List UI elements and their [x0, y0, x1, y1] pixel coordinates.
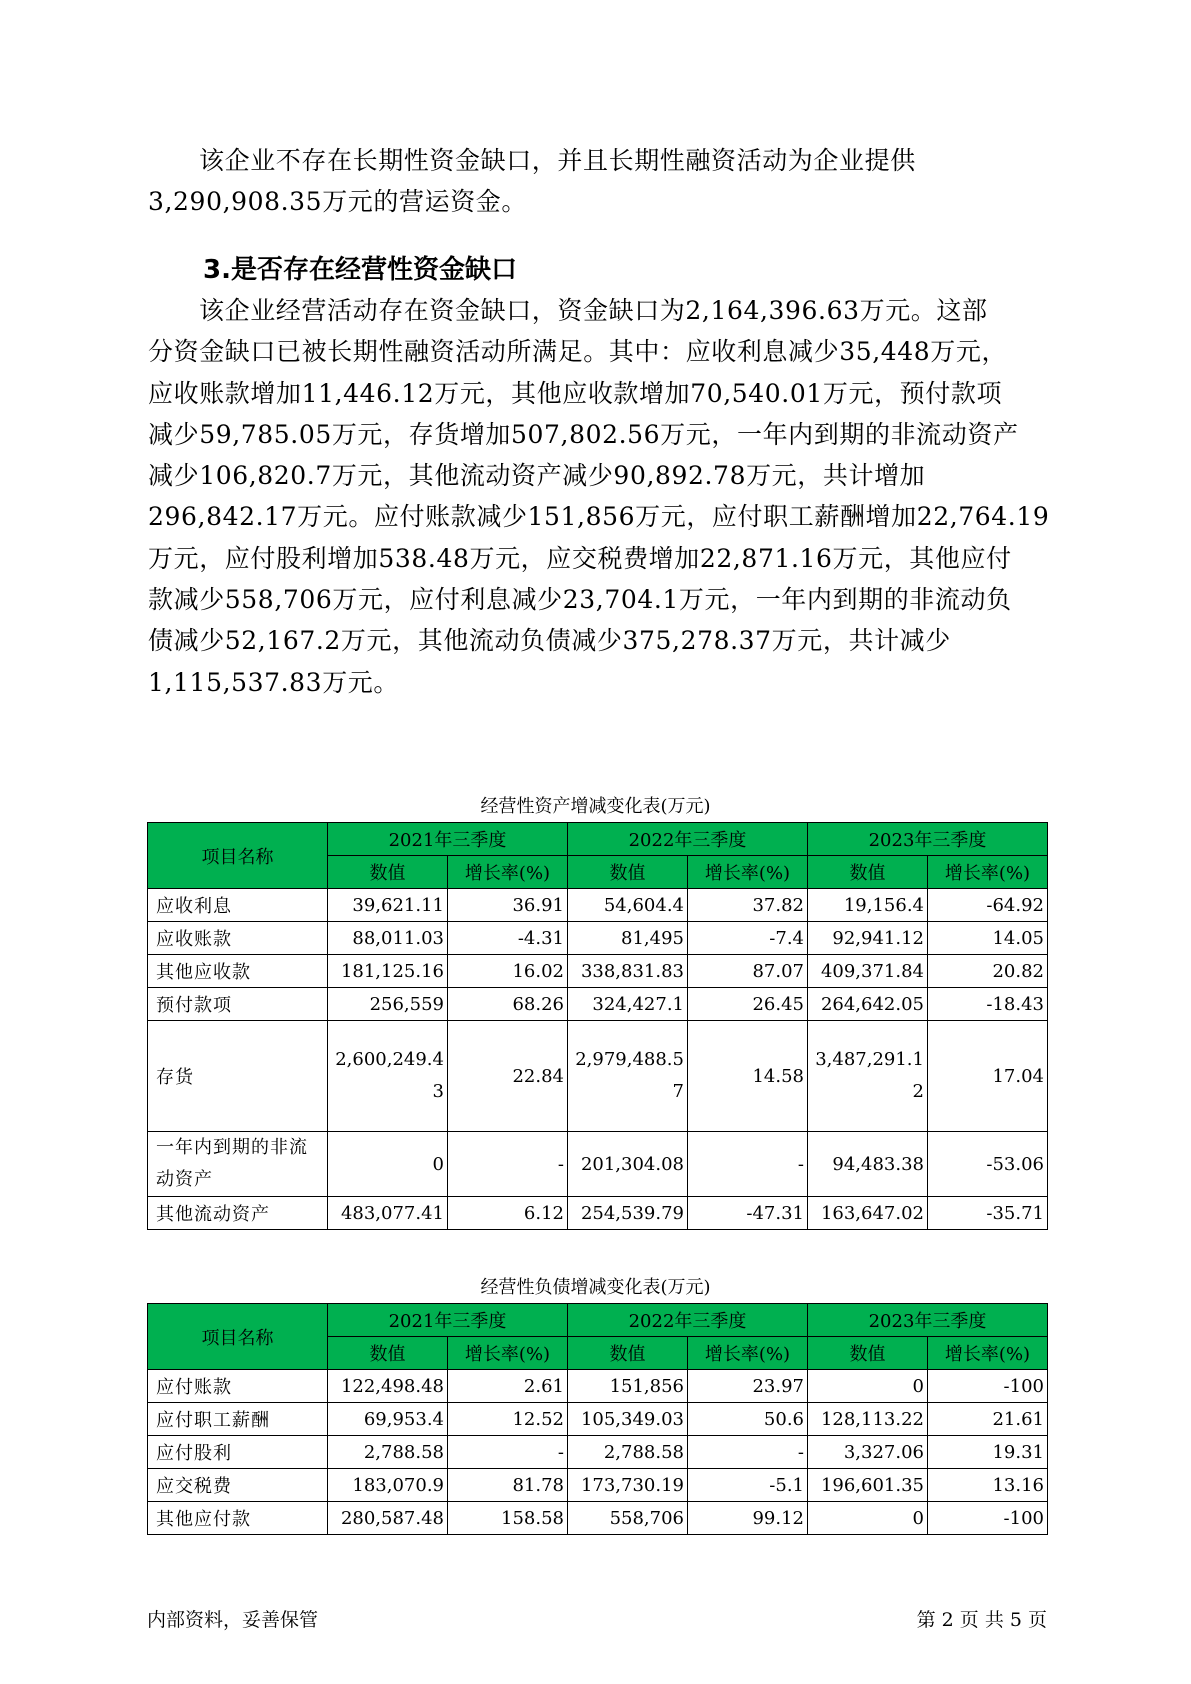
cell: 3,487,291.12: [808, 1021, 928, 1132]
paragraph-line: 减少59,785.05万元，存货增加507,802.56万元，一年内到期的非流动资产: [148, 419, 1019, 449]
cell: 19.31: [928, 1436, 1048, 1469]
cell: 19,156.4: [808, 889, 928, 922]
cell: 88,011.03: [328, 922, 448, 955]
cell: 69,953.4: [328, 1403, 448, 1436]
row-name: 预付款项: [148, 988, 328, 1021]
paragraph-line: 债减少52,167.2万元，其他流动负债减少375,278.37万元，共计减少: [148, 626, 951, 656]
cell: 163,647.02: [808, 1197, 928, 1230]
cell: 16.02: [448, 955, 568, 988]
header-value: 数值: [328, 1337, 448, 1370]
cell: 36.91: [448, 889, 568, 922]
header-value: 数值: [808, 1337, 928, 1370]
row-name: 一年内到期的非流动资产: [148, 1132, 328, 1197]
cell: 158.58: [448, 1502, 568, 1535]
cell: 21.61: [928, 1403, 1048, 1436]
cell: -100: [928, 1502, 1048, 1535]
footer-page-number: 第 2 页 共 5 页: [916, 1609, 1047, 1631]
cell: 181,125.16: [328, 955, 448, 988]
cell: 22.84: [448, 1021, 568, 1132]
cell: -53.06: [928, 1132, 1048, 1197]
cell: -47.31: [688, 1197, 808, 1230]
cell: -7.4: [688, 922, 808, 955]
header-period: 2023年三季度: [808, 1304, 1048, 1337]
cell: 54,604.4: [568, 889, 688, 922]
row-name: 应收账款: [148, 922, 328, 955]
cell: 68.26: [448, 988, 568, 1021]
table-row: [148, 1436, 1048, 1469]
cell: 338,831.83: [568, 955, 688, 988]
cell: -64.92: [928, 889, 1048, 922]
cell: 0: [808, 1502, 928, 1535]
cell: 20.82: [928, 955, 1048, 988]
cell: 17.04: [928, 1021, 1048, 1132]
cell: 13.16: [928, 1469, 1048, 1502]
cell: 0: [808, 1370, 928, 1403]
cell: 173,730.19: [568, 1469, 688, 1502]
table-row: [148, 922, 1048, 955]
header-growth: 增长率(%): [448, 856, 568, 889]
cell: 256,559: [328, 988, 448, 1021]
cell: 87.07: [688, 955, 808, 988]
cell: 128,113.22: [808, 1403, 928, 1436]
table-row: [148, 955, 1048, 988]
cell: 264,642.05: [808, 988, 928, 1021]
cell: 94,483.38: [808, 1132, 928, 1197]
header-growth: 增长率(%): [928, 1337, 1048, 1370]
paragraph-operating-gap: [148, 290, 1048, 703]
header-growth: 增长率(%): [688, 856, 808, 889]
paragraph-long-term-gap: [148, 140, 1048, 223]
table-caption-liabilities: 经营性负债增减变化表(万元): [480, 1277, 711, 1298]
cell: 2,788.58: [328, 1436, 448, 1469]
cell: 26.45: [688, 988, 808, 1021]
cell: 39,621.11: [328, 889, 448, 922]
cell: 2,979,488.57: [568, 1021, 688, 1132]
header-growth: 增长率(%): [928, 856, 1048, 889]
liabilities-change-table: [147, 1303, 1048, 1535]
row-name: 应付股利: [148, 1436, 328, 1469]
cell: 37.82: [688, 889, 808, 922]
paragraph-line: 分资金缺口已被长期性融资活动所满足。其中：应收利息减少35,448万元，: [148, 337, 1008, 367]
paragraph-line: 减少106,820.7万元，其他流动资产减少90,892.78万元，共计增加: [148, 461, 926, 491]
cell: 2,788.58: [568, 1436, 688, 1469]
paragraph-line: 3,290,908.35万元的营运资金。: [148, 187, 527, 217]
row-name: 应付职工薪酬: [148, 1403, 328, 1436]
row-name: 应交税费: [148, 1469, 328, 1502]
cell: -18.43: [928, 988, 1048, 1021]
paragraph-line: 应收账款增加11,446.12万元，其他应收款增加70,540.01万元，预付款项: [148, 378, 1003, 408]
cell: -: [688, 1436, 808, 1469]
row-name: 其他应付款: [148, 1502, 328, 1535]
cell: 2.61: [448, 1370, 568, 1403]
table-row: [148, 1403, 1048, 1436]
paragraph-line: 296,842.17万元。应付账款减少151,856万元，应付职工薪酬增加22,764.19: [148, 502, 1050, 532]
cell: 254,539.79: [568, 1197, 688, 1230]
footer-confidential-note: 内部资料，妥善保管: [147, 1609, 319, 1631]
cell: 3,327.06: [808, 1436, 928, 1469]
table-row: [148, 1469, 1048, 1502]
cell: 12.52: [448, 1403, 568, 1436]
table-row: [148, 1021, 1048, 1132]
table-row: [148, 1197, 1048, 1230]
row-name: 应收利息: [148, 889, 328, 922]
table-row: [148, 1370, 1048, 1403]
header-value: 数值: [808, 856, 928, 889]
cell: 6.12: [448, 1197, 568, 1230]
header-period: 2022年三季度: [568, 823, 808, 856]
cell: -: [688, 1132, 808, 1197]
header-period: 2022年三季度: [568, 1304, 808, 1337]
paragraph-line: 款减少558,706万元，应付利息减少23,704.1万元，一年内到期的非流动负: [148, 585, 1012, 615]
cell: -5.1: [688, 1469, 808, 1502]
cell: 14.58: [688, 1021, 808, 1132]
cell: 50.6: [688, 1403, 808, 1436]
cell: 23.97: [688, 1370, 808, 1403]
header-growth: 增长率(%): [448, 1337, 568, 1370]
cell: 558,706: [568, 1502, 688, 1535]
cell: 81,495: [568, 922, 688, 955]
cell: 196,601.35: [808, 1469, 928, 1502]
cell: 2,600,249.43: [328, 1021, 448, 1132]
row-name: 存货: [148, 1021, 328, 1132]
cell: -4.31: [448, 922, 568, 955]
header-period: 2021年三季度: [328, 1304, 568, 1337]
cell: 81.78: [448, 1469, 568, 1502]
table-row: [148, 1132, 1048, 1197]
cell: -: [448, 1436, 568, 1469]
cell: 324,427.1: [568, 988, 688, 1021]
cell: -100: [928, 1370, 1048, 1403]
header-value: 数值: [568, 1337, 688, 1370]
header-period: 2023年三季度: [808, 823, 1048, 856]
header-period: 2021年三季度: [328, 823, 568, 856]
table-row: [148, 1502, 1048, 1535]
cell: 14.05: [928, 922, 1048, 955]
cell: 409,371.84: [808, 955, 928, 988]
paragraph-line: 1,115,537.83万元。: [148, 667, 399, 697]
table-row: [148, 988, 1048, 1021]
assets-change-table: [147, 822, 1048, 1230]
section-heading: 3.是否存在经营性资金缺口: [203, 255, 517, 285]
cell: -: [448, 1132, 568, 1197]
cell: 105,349.03: [568, 1403, 688, 1436]
header-growth: 增长率(%): [688, 1337, 808, 1370]
cell: 151,856: [568, 1370, 688, 1403]
paragraph-line: 万元，应付股利增加538.48万元，应交税费增加22,871.16万元，其他应付: [148, 543, 1012, 573]
header-value: 数值: [328, 856, 448, 889]
paragraph-line: 该企业不存在长期性资金缺口，并且长期性融资活动为企业提供: [199, 146, 916, 175]
cell: 483,077.41: [328, 1197, 448, 1230]
header-value: 数值: [568, 856, 688, 889]
row-name: 其他流动资产: [148, 1197, 328, 1230]
cell: 183,070.9: [328, 1469, 448, 1502]
table-row: [148, 889, 1048, 922]
table-caption-assets: 经营性资产增减变化表(万元): [480, 796, 711, 817]
cell: 0: [328, 1132, 448, 1197]
cell: 92,941.12: [808, 922, 928, 955]
header-item-name: 项目名称: [148, 1304, 328, 1370]
paragraph-line: 该企业经营活动存在资金缺口，资金缺口为2,164,396.63万元。这部: [199, 296, 988, 325]
row-name: 应付账款: [148, 1370, 328, 1403]
cell: 280,587.48: [328, 1502, 448, 1535]
cell: 122,498.48: [328, 1370, 448, 1403]
row-name: 其他应收款: [148, 955, 328, 988]
cell: 201,304.08: [568, 1132, 688, 1197]
header-item-name: 项目名称: [148, 823, 328, 889]
cell: 99.12: [688, 1502, 808, 1535]
cell: -35.71: [928, 1197, 1048, 1230]
